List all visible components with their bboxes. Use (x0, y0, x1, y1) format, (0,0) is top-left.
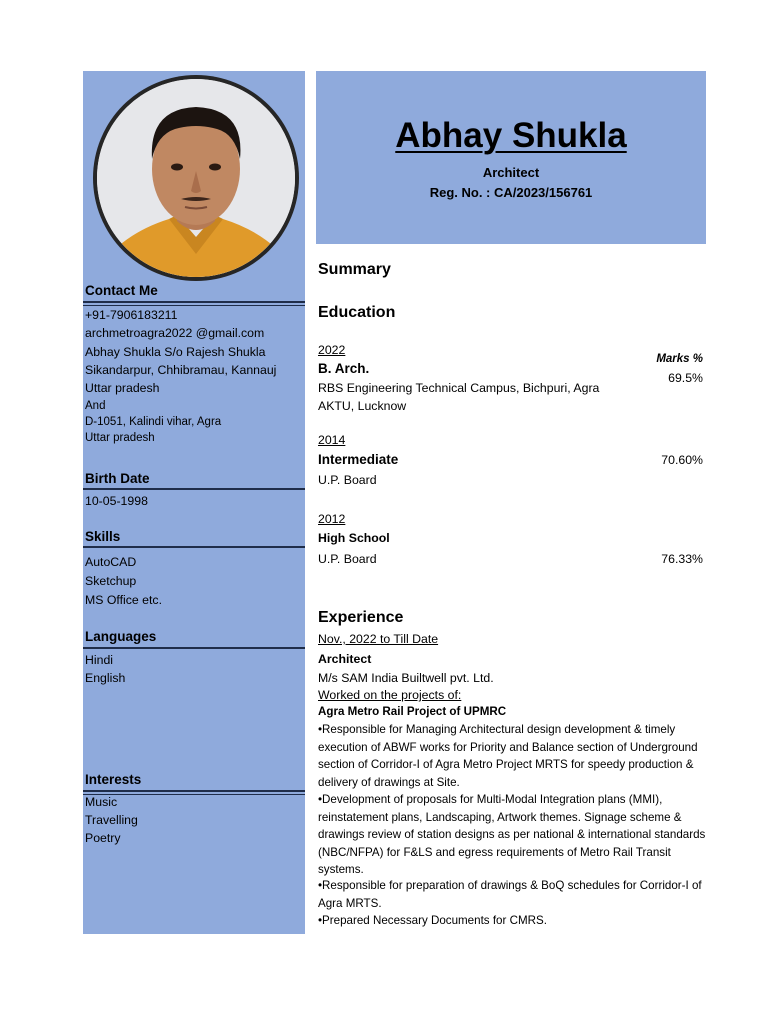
education-degree: B. Arch. (318, 361, 370, 376)
education-degree: High School (318, 531, 390, 545)
skills-rule (83, 546, 305, 548)
education-marks: 70.60% (661, 453, 703, 467)
education-board: U.P. Board (318, 552, 377, 566)
skill-item: Sketchup (85, 574, 137, 588)
summary-heading: Summary (318, 261, 391, 278)
contact-address-line: Sikandarpur, Chhibramau, Kannauj (85, 363, 277, 377)
experience-period: Nov., 2022 to Till Date (318, 632, 439, 646)
sidebar (83, 71, 305, 934)
person-portrait-icon (97, 79, 295, 277)
contact-heading: Contact Me (85, 283, 158, 298)
contact-phone: +91-7906183211 (85, 308, 178, 322)
education-board: U.P. Board (318, 473, 377, 487)
profile-photo-frame (93, 75, 299, 281)
languages-heading: Languages (85, 629, 157, 644)
header-box (316, 71, 706, 244)
experience-heading: Experience (318, 609, 404, 626)
skills-heading: Skills (85, 529, 121, 544)
interest-item: Travelling (85, 813, 138, 827)
education-heading: Education (318, 304, 396, 321)
experience-title: Architect (318, 652, 372, 666)
languages-rule (83, 647, 305, 649)
education-university: AKTU, Lucknow (318, 399, 407, 413)
education-year: 2012 (318, 512, 346, 526)
birth-date-rule (83, 488, 305, 490)
skill-item: AutoCAD (85, 555, 137, 569)
interest-item: Music (85, 795, 118, 809)
experience-company: M/s SAM India Builtwell pvt. Ltd. (318, 671, 494, 685)
registration-number: Reg. No. : CA/2023/156761 (429, 185, 593, 200)
education-marks: 76.33% (661, 552, 703, 566)
contact-address-line: And (85, 400, 106, 412)
interests-rule (83, 790, 305, 792)
contact-address-line: Abhay Shukla S/o Rajesh Shukla (85, 345, 266, 359)
contact-address-line: Uttar pradesh (85, 381, 160, 395)
experience-bullet: •Prepared Necessary Documents for CMRS. (318, 914, 547, 927)
education-marks: 69.5% (668, 371, 703, 385)
contact-address-line: Uttar pradesh (85, 432, 155, 444)
education-degree: Intermediate (318, 452, 399, 467)
person-name: Abhay Shukla (395, 116, 627, 155)
contact-rule (83, 301, 305, 303)
language-item: Hindi (85, 653, 114, 667)
profile-photo (97, 79, 295, 277)
education-institute: RBS Engineering Technical Campus, Bichpuri, Agra (318, 381, 600, 395)
language-item: English (85, 671, 126, 685)
birth-date-value: 10-05-1998 (85, 494, 148, 508)
person-role: Architect (482, 165, 540, 180)
education-year: 2014 (318, 433, 346, 447)
education-year: 2022 (318, 343, 346, 357)
contact-address-line: D-1051, Kalindi vihar, Agra (85, 416, 222, 428)
contact-email: archmetroagra2022 @gmail.com (85, 326, 265, 340)
interest-item: Poetry (85, 831, 121, 845)
marks-label: Marks % (656, 353, 703, 365)
interests-heading: Interests (85, 772, 142, 787)
projects-label: Worked on the projects of: (318, 688, 462, 702)
experience-bullet: •Development of proposals for Multi-Modal Integration plans (MMI), reinstatement plans, Landscaping, Artwork themes. Signage scheme & drawings review of station designs as per national & international standards (NBC/NFPA) for F&LS and egress requirements of Metro Rail Transit systems. (318, 793, 706, 876)
birth-date-heading: Birth Date (85, 471, 150, 486)
skill-item: MS Office etc. (85, 593, 162, 607)
experience-bullet: •Responsible for preparation of drawings & BoQ schedules for Corridor-I of Agra MRTS. (318, 879, 702, 910)
project-name: Agra Metro Rail Project of UPMRC (318, 705, 507, 718)
experience-bullet: •Responsible for Managing Architectural design development & timely execution of ABWF works for Priority and Balance section of Underground section of Corridor-I of Agra Metro Project MRTS for speedy production & delivery of drawings at Site. (318, 723, 698, 789)
